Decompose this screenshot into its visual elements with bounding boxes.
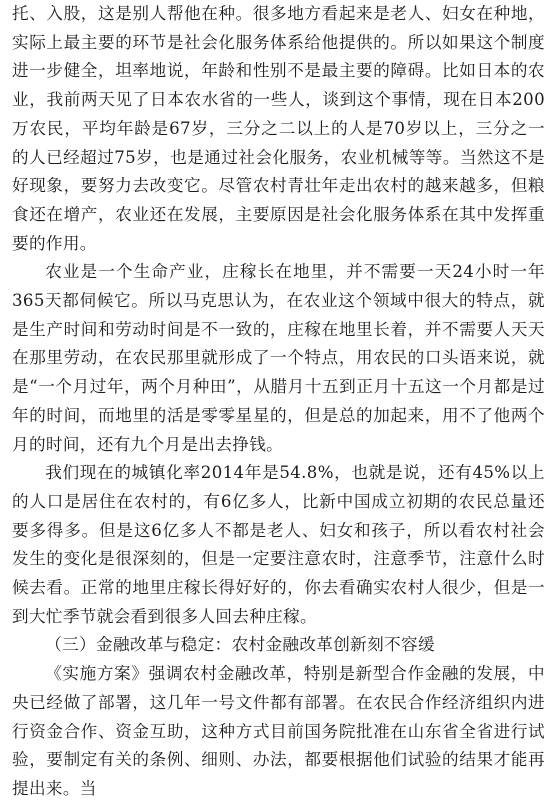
section-heading [12, 631, 545, 660]
paragraph-urbanization-rate: 我们现在的城镇化率2014年是54.8%，也就是说，还有45%以上的人口是居住在农村的，有6亿多人，比新中国成立初期的农民总量还要多得多。但是这6亿多人不都是老人、妇女和孩子，所以看农村社会发生的变化是很深刻的，但是一定要注意农时，注意季节，注意什么时候去看。正常的地里庄稼长得好好的，你去看确实农村人很少，但是一到大忙季节就会看到很多人回去种庄稼。 [12, 463, 545, 626]
paragraph-agriculture-life-industry: 农业是一个生命产业，庄稼长在地里，并不需要一天24小时一年365天都伺候它。所以马克思认为，在农业这个领域中很大的特点，就是生产时间和劳动时间是不一致的，庄稼在地里长着，并不需要人天天在那里劳动，在农民那里就形成了一个特点，用农民的口头语来说，就是“一个月过年，两个月种田”，从腊月十五到正月十五这一个月都是过年的时间，而地里的活是零零星星的，但是总的加起来，用不了他两个月的时间，还有九个月是出去挣钱。 [12, 262, 545, 454]
document-page [12, 0, 545, 804]
paragraph-implementation-plan: 《实施方案》强调农村金融改革，特别是新型合作金融的发展，中央已经做了部署，这几年一号文件都有部署。在农民合作经济组织内进行资金合作、资金互助，这种方式目前国务院批准在山东省全省进行试验，要制定有关的条例、细则、办法，都要根据他们试验的结果才能再提出来。当 [12, 664, 545, 798]
section-heading-title: 金融改革与稳定：农村金融改革创新刻不容缓 [96, 635, 435, 655]
section-heading-number: （三） [45, 635, 97, 655]
paragraph-continued: 托、入股，这是别人帮他在种。很多地方看起来是老人、妇女在种地，实际上最主要的环节是社会化服务体系给他提供的。所以如果这个制度进一步健全，坦率地说，年龄和性别不是最主要的障碍。比如日本的农业，我前两天见了日本农水省的一些人，谈到这个事情，现在日本200万农民，平均年龄是67岁，三分之二以上的人是70岁以上，三分之一的人已经超过75岁，也是通过社会化服务，农业机械等等。当然这不是好现象，要努力去改变它。尽管农村青壮年走出农村的越来越多，但粮食还在增产，农业还在发展，主要原因是社会化服务体系在其中发挥重要的作用。 [12, 4, 545, 253]
